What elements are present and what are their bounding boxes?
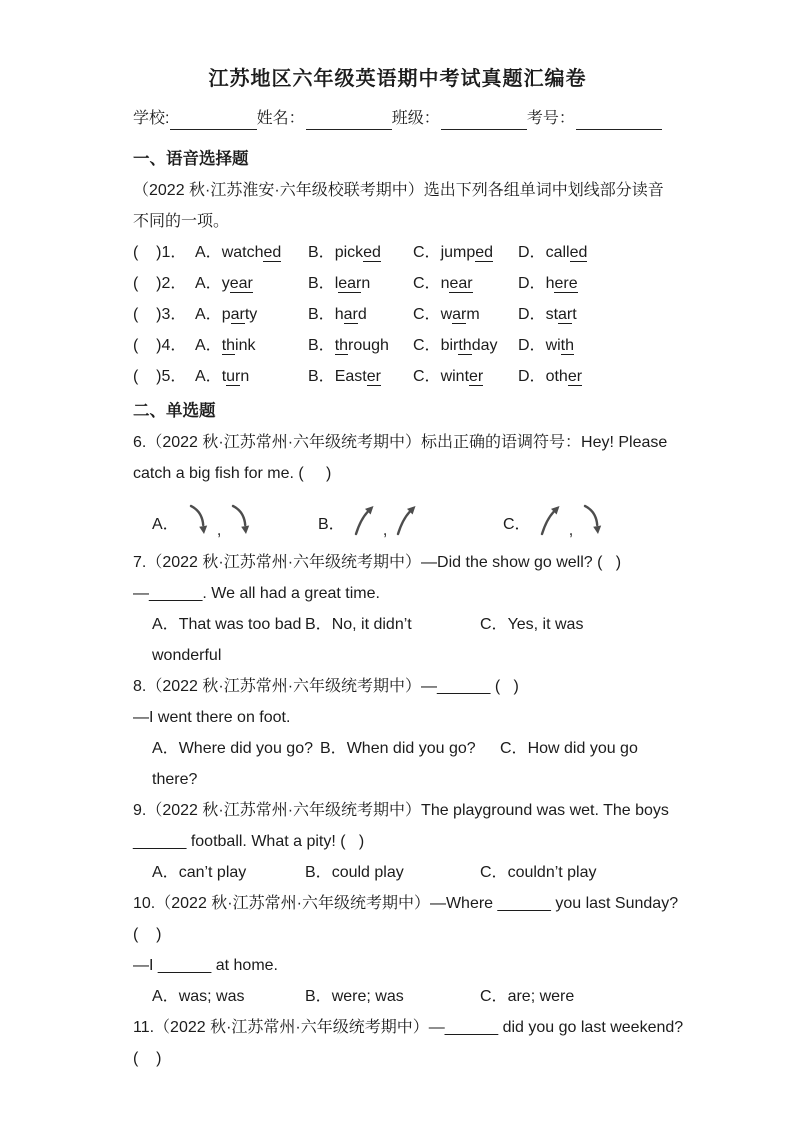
question-9-line1: 9.（2022 秋·江苏常州·六年级统考期中）The playground was wet. The boys xyxy=(133,802,669,819)
option-word: with xyxy=(545,337,575,354)
option-a xyxy=(152,857,246,888)
question-6-line1: 6.（2022 秋·江苏常州·六年级统考期中）标出正确的语调符号：Hey! Please xyxy=(133,434,668,451)
underlined-part: ear xyxy=(338,275,362,292)
option-label: C． xyxy=(500,740,528,757)
question-9-options-row xyxy=(133,857,662,888)
option-word: year xyxy=(221,275,253,292)
option-c xyxy=(480,981,574,1012)
option-word: picked xyxy=(334,244,381,261)
option-label: B． xyxy=(305,864,332,881)
option-a xyxy=(152,981,244,1012)
option-word: warm xyxy=(440,306,480,323)
option-label: B． xyxy=(308,244,335,261)
option-label: C． xyxy=(413,306,441,323)
option-text: When did you go? xyxy=(346,740,476,757)
q6-option-b xyxy=(318,503,417,537)
option-c xyxy=(413,330,497,361)
option-word: party xyxy=(221,306,258,323)
option-a xyxy=(195,361,249,392)
option-c xyxy=(413,237,493,268)
option-word: here xyxy=(545,275,578,292)
answer-bracket: ( )2． xyxy=(133,275,187,292)
underlined-part: th xyxy=(334,337,349,354)
question-6-options-row xyxy=(133,489,662,547)
question-10-line1: 10.（2022 秋·江苏常州·六年级统考期中）—Where ______ you last Sunday? xyxy=(133,895,679,912)
option-text: was; was xyxy=(178,988,245,1005)
option-text: are; were xyxy=(507,988,575,1005)
section1-heading: 一、语音选择题 xyxy=(133,150,249,168)
option-label: D． xyxy=(518,275,546,292)
rising-arrow-icon xyxy=(539,503,561,537)
option-b xyxy=(308,361,381,392)
option-label: C． xyxy=(413,244,441,261)
option-label: A． xyxy=(195,368,222,385)
rising-arrow-icon xyxy=(353,503,375,537)
option-label: B． xyxy=(305,988,332,1005)
question-10-line2: ( ) xyxy=(133,926,162,943)
option-d xyxy=(518,268,578,299)
underlined-part: ur xyxy=(226,368,241,385)
option-label: A． xyxy=(152,988,179,1005)
rising-arrow-icon xyxy=(395,503,417,537)
comma: , xyxy=(568,520,574,539)
option-text: Yes, it was xyxy=(507,616,584,633)
option-d xyxy=(518,330,574,361)
question-6-line2: catch a big fish for me. ( ) xyxy=(133,465,332,482)
option-label: A． xyxy=(152,616,179,633)
option-text: How did you go xyxy=(527,740,638,757)
option-text: were; was xyxy=(331,988,404,1005)
question-7-options-row xyxy=(133,609,662,640)
option-text: That was too bad xyxy=(178,616,302,633)
underlined-part: ed xyxy=(363,244,381,261)
section1-instruction-line2: 不同的一项。 xyxy=(133,213,230,230)
option-label: A． xyxy=(195,337,222,354)
falling-arrow-icon xyxy=(187,503,209,537)
underlined-part: th xyxy=(458,337,472,354)
option-word: Easter xyxy=(334,368,381,385)
q6-option-c xyxy=(503,503,603,537)
phonetic-question-2 xyxy=(133,268,662,299)
underlined-part: th xyxy=(560,337,575,354)
class-label: 班级： xyxy=(391,110,440,127)
option-c xyxy=(500,733,638,764)
question-8-line1: 8.（2022 秋·江苏常州·六年级统考期中）—______ ( ) xyxy=(133,678,519,695)
option-text: couldn’t play xyxy=(507,864,597,881)
option-c xyxy=(480,857,597,888)
page-title: 江苏地区六年级英语期中考试真题汇编卷 xyxy=(208,68,587,90)
option-label: D． xyxy=(518,244,546,261)
option-a xyxy=(195,237,281,268)
option-label: A． xyxy=(152,864,179,881)
option-label: D． xyxy=(518,306,546,323)
section1-instruction-line1: （2022 秋·江苏淮安·六年级校联考期中）选出下列各组单词中划线部分读音 xyxy=(133,182,664,199)
question-8-line2: —I went there on foot. xyxy=(133,709,291,726)
option-label: C． xyxy=(480,864,508,881)
option-text: can’t play xyxy=(178,864,247,881)
underlined-part: ar xyxy=(452,306,467,323)
option-word: through xyxy=(334,337,389,354)
option-word: winter xyxy=(440,368,484,385)
option-b xyxy=(308,237,381,268)
comma: , xyxy=(216,520,222,539)
option-d xyxy=(518,237,587,268)
underlined-part: ar xyxy=(558,306,573,323)
option-b xyxy=(305,609,412,640)
question-7-option-continuation: wonderful xyxy=(152,647,222,664)
underlined-part: ar xyxy=(230,306,245,323)
option-d xyxy=(518,361,582,392)
answer-bracket: ( )5． xyxy=(133,368,187,385)
option-b xyxy=(305,981,404,1012)
option-label: C． xyxy=(413,368,441,385)
option-label: D． xyxy=(518,337,546,354)
option-label: B． xyxy=(308,275,335,292)
question-11-line1: 11.（2022 秋·江苏常州·六年级统考期中）—______ did you go last weekend? xyxy=(133,1019,684,1036)
underlined-part: ed xyxy=(569,244,588,261)
option-label: B． xyxy=(318,516,345,533)
option-c xyxy=(413,361,483,392)
option-word: jumped xyxy=(440,244,494,261)
underlined-part: ar xyxy=(343,306,358,323)
option-c xyxy=(413,268,473,299)
question-9-line2: ______ football. What a pity! ( ) xyxy=(133,833,365,850)
underlined-part: er xyxy=(469,368,484,385)
question-10-options-row xyxy=(133,981,662,1012)
name-label: 姓名： xyxy=(256,110,305,127)
class-blank xyxy=(441,109,527,130)
option-text: could play xyxy=(331,864,404,881)
option-label: C． xyxy=(503,516,531,533)
option-a xyxy=(195,299,257,330)
phonetic-question-5 xyxy=(133,361,662,392)
option-label: B． xyxy=(305,616,332,633)
option-word: turn xyxy=(221,368,250,385)
option-label: B． xyxy=(308,306,335,323)
underlined-part: er xyxy=(567,368,583,385)
underlined-part: th xyxy=(221,337,236,354)
option-label: A． xyxy=(195,244,222,261)
option-label: A． xyxy=(152,516,179,533)
option-a xyxy=(152,733,313,764)
option-label: C． xyxy=(480,616,508,633)
underlined-part: ed xyxy=(263,244,282,261)
option-label: D． xyxy=(518,368,546,385)
option-d xyxy=(518,299,577,330)
option-label: A． xyxy=(152,740,179,757)
school-label: 学校: xyxy=(133,110,170,127)
section2-heading: 二、单选题 xyxy=(133,402,216,420)
underlined-part: ear xyxy=(449,275,473,292)
option-b xyxy=(308,268,370,299)
answer-bracket: ( )4． xyxy=(133,337,187,354)
underlined-part: er xyxy=(366,368,381,385)
option-label: C． xyxy=(480,988,508,1005)
exam-no-label: 考号： xyxy=(526,110,575,127)
underlined-part: ed xyxy=(475,244,494,261)
option-text: No, it didn’t xyxy=(331,616,412,633)
option-word: other xyxy=(545,368,583,385)
comma: , xyxy=(382,520,388,539)
option-label: B． xyxy=(308,368,335,385)
phonetic-question-1 xyxy=(133,237,662,268)
q6-option-a xyxy=(152,503,251,537)
option-b xyxy=(308,330,389,361)
option-label: C． xyxy=(413,337,441,354)
option-b xyxy=(305,857,404,888)
falling-arrow-icon xyxy=(581,503,603,537)
student-info-row xyxy=(133,106,662,130)
option-word: learn xyxy=(334,275,371,292)
option-word: near xyxy=(440,275,473,292)
option-word: birthday xyxy=(440,337,498,354)
option-text: Where did you go? xyxy=(178,740,313,757)
phonetic-question-4 xyxy=(133,330,662,361)
question-8-option-continuation: there? xyxy=(152,771,198,788)
question-11-line2: ( ) xyxy=(133,1050,162,1067)
name-blank xyxy=(306,109,392,130)
option-c xyxy=(480,609,583,640)
question-10-line3: —I ______ at home. xyxy=(133,957,278,974)
exam-no-blank xyxy=(576,109,662,130)
underlined-part: ear xyxy=(229,275,253,292)
question-8-options-row xyxy=(133,733,662,764)
question-7-line2: —______. We all had a great time. xyxy=(133,585,380,602)
option-word: called xyxy=(545,244,588,261)
falling-arrow-icon xyxy=(229,503,251,537)
option-label: A． xyxy=(195,306,222,323)
page-content xyxy=(133,0,684,1074)
school-blank xyxy=(170,109,256,130)
option-word: start xyxy=(545,306,577,323)
option-c xyxy=(413,299,480,330)
option-a xyxy=(195,268,253,299)
option-word: watched xyxy=(221,244,282,261)
option-word: hard xyxy=(334,306,367,323)
option-label: B． xyxy=(320,740,347,757)
answer-bracket: ( )1． xyxy=(133,244,187,261)
phonetic-question-3 xyxy=(133,299,662,330)
option-a xyxy=(152,609,301,640)
underlined-part: ere xyxy=(554,275,578,292)
option-word: think xyxy=(221,337,256,354)
answer-bracket: ( )3． xyxy=(133,306,187,323)
option-b xyxy=(320,733,476,764)
option-label: B． xyxy=(308,337,335,354)
option-a xyxy=(195,330,255,361)
option-b xyxy=(308,299,367,330)
question-7-line1: 7.（2022 秋·江苏常州·六年级统考期中）—Did the show go well? ( ) xyxy=(133,554,622,571)
option-label: C． xyxy=(413,275,441,292)
option-label: A． xyxy=(195,275,222,292)
